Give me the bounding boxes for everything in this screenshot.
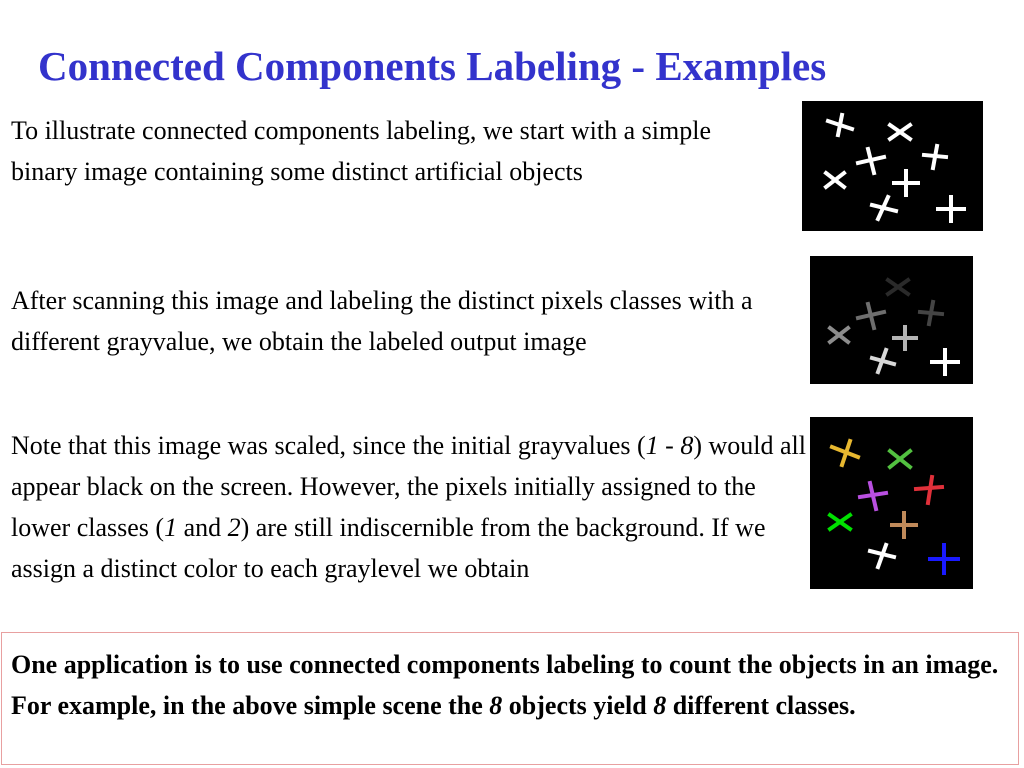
binary-objects-svg [802, 101, 983, 231]
slide-title: Connected Components Labeling - Examples [38, 43, 827, 89]
object-shape [830, 515, 850, 529]
object-shape [872, 197, 896, 219]
object-shape [870, 545, 894, 567]
labeling-paragraph: After scanning this image and labeling the distinct pixels classes with a different grayvalue, we obtain the labeled output image [11, 286, 753, 356]
summary-text-2: objects yield [502, 691, 654, 720]
summary-text-1: One application is to use connected components labeling to count the objects in an image. For example, in the above simple scene the [11, 650, 999, 720]
note-text-1: Note that this image was scaled, since the initial grayvalues ( [11, 431, 646, 460]
range-high-value: 8 [680, 431, 694, 460]
object-count: 8 [489, 691, 503, 720]
summary-text-3: different classes. [666, 691, 856, 720]
object-shape [894, 171, 918, 195]
object-shape [916, 477, 942, 503]
note-text-2: ) would all appear black on the screen. However, the pixels initially assigned to the lower classes ( [11, 431, 806, 542]
object-shape [826, 173, 844, 187]
object-shape [930, 545, 958, 573]
class-b-value: 2 [227, 513, 241, 542]
class-count: 8 [653, 691, 667, 720]
scaling-note-paragraph [11, 425, 821, 589]
labeled-grayscale-svg [810, 256, 973, 384]
object-shape [860, 483, 886, 509]
object-shape [924, 146, 946, 168]
object-shape [830, 328, 848, 342]
summary-box [1, 632, 1019, 765]
object-shape [890, 125, 910, 139]
object-shape [858, 149, 884, 173]
object-shape [890, 451, 910, 467]
object-shape [858, 304, 884, 328]
class-a-value: 1 [164, 513, 178, 542]
object-shape [828, 115, 852, 135]
object-shape [888, 280, 908, 294]
object-shape [920, 302, 942, 324]
object-shape [892, 513, 916, 537]
object-shape [832, 441, 858, 465]
labeled-grayscale-image [810, 256, 973, 384]
labeled-color-svg [810, 417, 973, 589]
object-shape [894, 327, 916, 349]
and-text: and [177, 513, 228, 542]
range-low-value: 1 [645, 431, 659, 460]
object-shape [938, 197, 964, 221]
binary-objects-image [802, 101, 983, 231]
range-separator: - [658, 431, 681, 460]
note-text-3: ) are still indiscernible from the background. If we assign a distinct color to each graylevel we obtain [11, 513, 766, 583]
object-shape [932, 350, 958, 374]
labeled-color-image [810, 417, 973, 589]
object-shape [872, 350, 894, 372]
intro-paragraph: To illustrate connected components labeling, we start with a simple binary image containing some distinct artificial objects [11, 116, 711, 186]
